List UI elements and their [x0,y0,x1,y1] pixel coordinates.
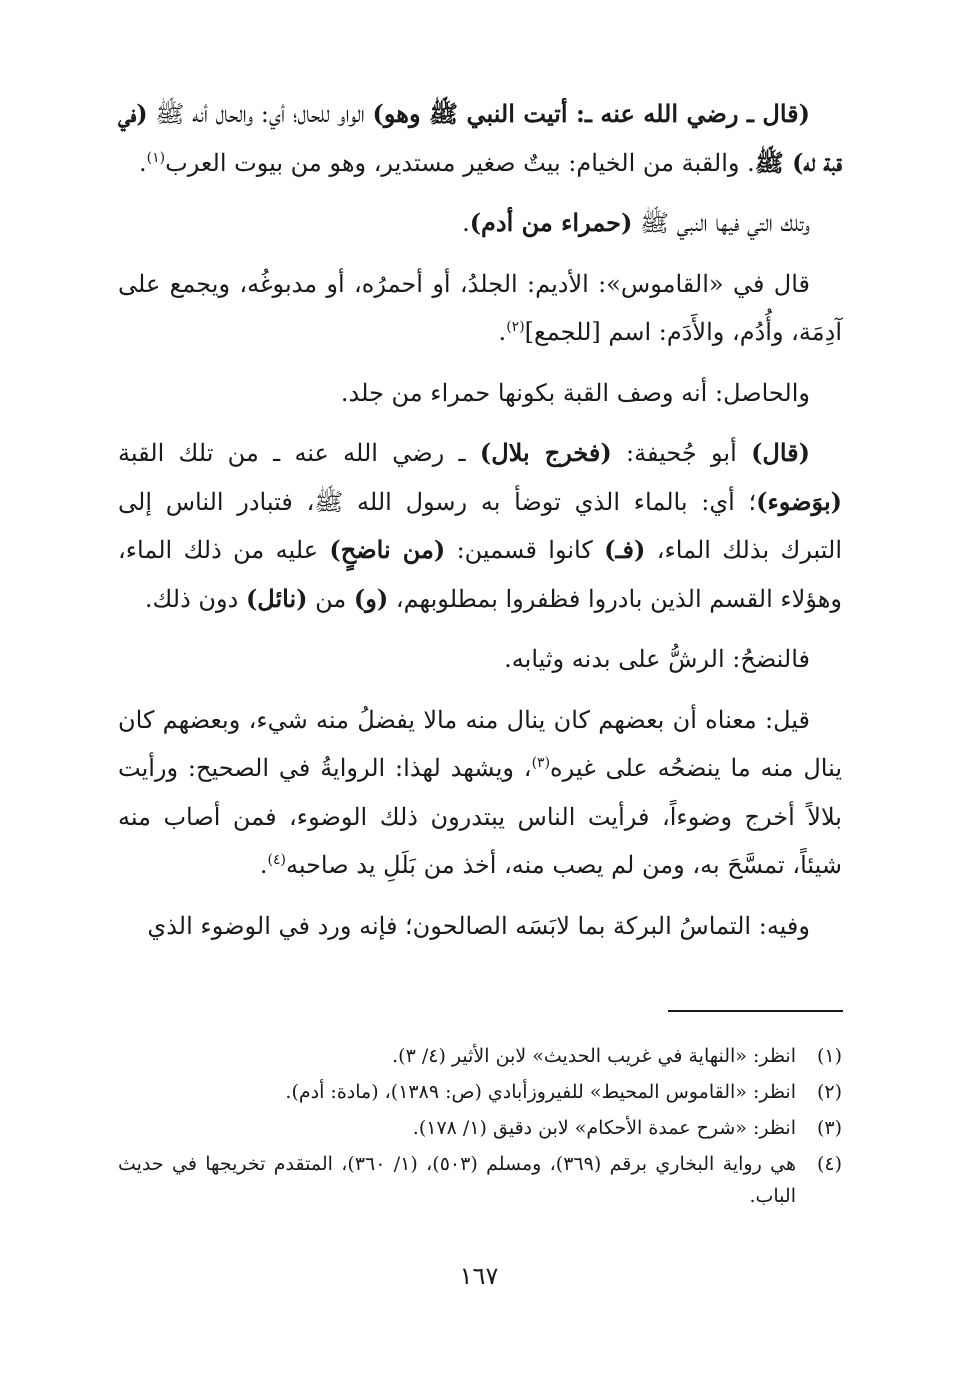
footnote-number: (٣) [816,1117,842,1139]
quoted-hadith-text: (حمراء من أدم) [469,208,633,237]
footnotes [118,1040,842,1216]
footnote-number: (١) [816,1045,842,1067]
commentary-text: الواو للحال؛ أي: والحال أنه ﷺ [147,100,373,128]
commentary-text: وتلك التي فيها النبي ﷺ [632,209,810,237]
footnote-number: (٤) [816,1153,842,1175]
paragraph [118,696,842,890]
commentary-text: وفيه: التماسُ البركة بما لابَسَه الصالحون؛ فإنه ورد في الوضوء الذي [147,911,810,940]
footnote-reference: (٤) [267,852,286,868]
quoted-hadith-text: (من ناضحٍ) [329,535,446,564]
paragraph [118,902,842,951]
commentary-text: . [498,318,507,346]
paragraph [118,260,842,357]
paragraph [118,369,842,418]
main-text [118,90,842,962]
commentary-text: . [462,209,470,237]
page-number: ١٦٧ [459,1262,499,1290]
quoted-hadith-text: (فـ) [604,535,646,564]
paragraph [118,90,842,187]
footnote-text: انظر: «النهاية في غريب الحديث» لابن الأثير (٤/ ٣). [392,1045,796,1067]
commentary-text: ، ويشهد لهذا: الروايةُ في الصحيح: ورأيت بلالاً أخرج وضوءاً، فرأيت الناس يبتدرون ذلك الوضوء، فمن أصاب منه شيئاً، تمسَّحَ به، ومن لم يصب منه، أخذ من بَلَلِ يد صاحبه [118,754,842,879]
commentary-text: . [138,148,147,177]
footnote-separator [668,1010,843,1012]
commentary-text: قيل: معناه أن بعضهم كان ينال منه مالا يفضلُ منه شيء، وبعضهم كان ينال منه ما ينضحُه على غيره [118,705,843,782]
footnote-text: انظر: «القاموس المحيط» للفيروزأبادي (ص: ١٣٨٩)، (مادة: أدم). [285,1081,796,1103]
quoted-hadith-text: (في قبة له) ﷺ [118,99,842,177]
footnote-reference: (٣) [531,755,551,771]
quoted-hadith-text: (فخرج بلال) [479,438,612,467]
commentary-text: ؛ أي: بالماء الذي توضأ به رسول الله ﷺ، فتبادر الناس إلى التبرك بذلك الماء، [118,487,842,564]
footnote-reference: (٢) [506,319,525,335]
quoted-hadith-text: (نائل) [245,583,308,613]
footnote [118,1040,842,1072]
footnote-text: هي رواية البخاري برقم (٣٦٩)، ومسلم (٥٠٣)، (١/ ٣٦٠)، المتقدم تخريجها في حديث الباب. [118,1153,796,1207]
commentary-text: . [259,851,268,879]
footnote [118,1148,842,1212]
quoted-hadith-text: (و) [353,583,389,613]
commentary-text: دون ذلك. [144,584,246,613]
quoted-hadith-text: (بوَضوء) [756,486,842,516]
commentary-text: كانوا قسمين: [445,536,605,564]
footnote [118,1112,842,1144]
footnote-reference: (١) [146,149,166,166]
paragraph [118,429,842,623]
commentary-text: . والقبة من الخيام: بيتٌ صغير مستدير، وهو من بيوت العرب [165,148,755,177]
paragraph [118,199,842,248]
commentary-text: فالنضحُ: الرشُّ على بدنه وثيابه. [504,645,810,673]
commentary-text: قال في «القاموس»: الأديم: الجلدُ، أو أحمرُه، أو مدبوغُه، ويجمع على آدِمَة، وأُدُم، والأَدَم: اسم [للجمع] [118,269,842,346]
footnote-text: انظر: «شرح عمدة الأحكام» لابن دقيق (١/ ١٧٨). [412,1117,796,1139]
footnote [118,1076,842,1108]
paragraph [118,635,842,684]
footnote-number: (٢) [816,1081,842,1103]
quoted-hadith-text: (قال) [751,438,810,467]
commentary-text: أبو جُحيفة: [611,439,752,467]
commentary-text: عليه من ذلك الماء، وهؤلاء القسم الذين بادروا فظفروا بمطلوبهم، [118,536,842,613]
commentary-text: والحاصل: أنه وصف القبة بكونها حمراء من جلد. [340,378,810,407]
commentary-text: من [307,584,354,613]
commentary-text: ـ رضي الله عنه ـ من تلك القبة [118,439,480,467]
quoted-hadith-text: (قال ـ رضي الله عنه ـ: أتيت النبي ﷺ وهو) [372,99,811,128]
